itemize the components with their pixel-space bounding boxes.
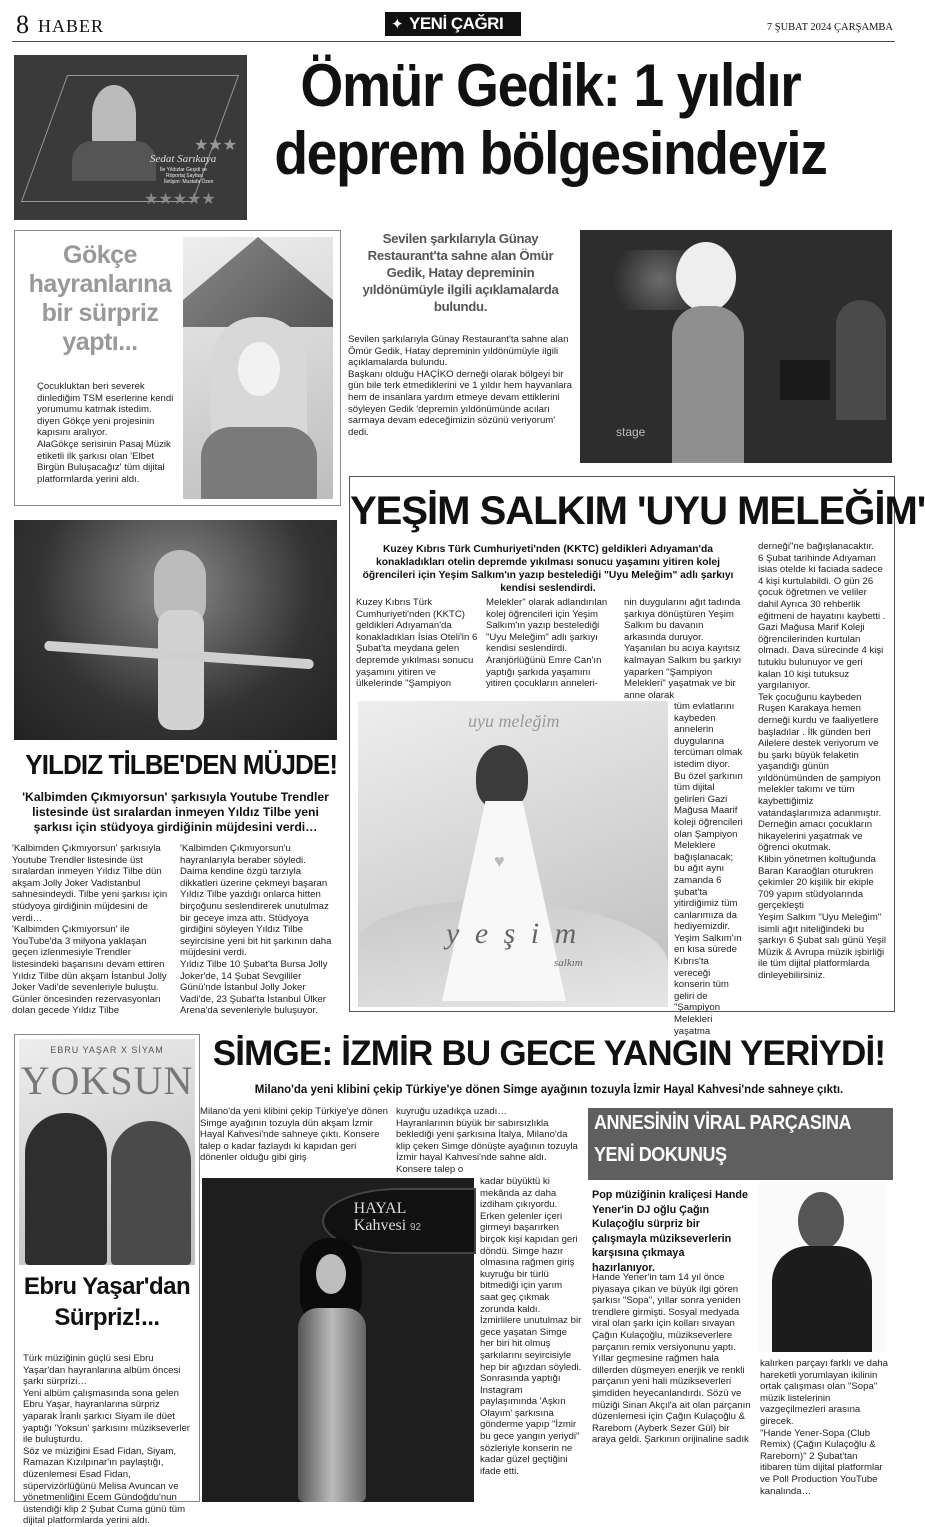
star-icon: ★★★★★ [144,191,216,208]
simge-col1: Milano'da yeni klibini çekip Türkiye'ye dönen Simge ayağının tozuyla dün akşam İzmir Hayal Kahvesi'nde sahneye çıktı. Konsere talep o kadar fazlaydı ki kapıdan geri dönenler olduğu gibi giriş [200,1106,389,1164]
ebru-album-artists: EBRU YAŞAR X SİYAM [50,1045,164,1055]
ebru-album-cover [19,1039,195,1265]
album-script-title: uyu meleğim [468,711,560,731]
yesim-title: YEŞİM SALKIM 'UYU MELEĞİM' [350,489,925,533]
yesim-col2: Melekler" olarak adlandırılan kolej öğrencileri için Yeşim Salkım'ın yazıp bestelediği "Uyu Meleğim" adlı şarkıyı kendisi seslendirdi. Aranjörlüğünü Emre Can'ın yaptığı şarkıda yaşamını yitiren çocukların anneleri- [486,597,608,690]
singer-head [476,745,528,809]
tilbe-col2: 'Kalbimden Çıkmıyorsun'u hayranlarıyla beraber söyledi. Daima kendine özgü tarzıyla dikkatleri üzerine çekmeyi başaran Yıldız Tilbe yazdığı onlarca hitten birçoğunu seslendirerek unutulmaz bir geceye imza attı. Stüdyoya girdiğini söyleyen Yıldız Tilbe seyircisine yeni bit hit şarkının daha müjdesini verdi. Yıldız Tilbe 10 Şubat'ta Bursa Jolly Joker'de, 14 Şubat Sevgililer Günü'nde İstanbul Jolly Joker Vadi'de, 23 Şubat'ta İstanbul Ülker Arena'da sevenleriyle buluşuyor. [180,843,332,1017]
omur-body: Sevilen şarkılarıyla Günay Restaurant'ta sahne alan Ömür Gedik, Hatay depreminin yıldönümüyle ilgili açıklamalarda bulundu. Başkanı olduğu HAÇİKO derneği olarak bölgeyi bir gün bile terk etmediklerini ve 1 yıldır hem hayvanlara hem de insanlara yardım etmeye devam ettiklerini söyleyen Gedik 'depremin yıldönümünde acıları sarmaya devam edeceğimizin sözünü veriyorum' dedi. [348,334,572,438]
photo-subject-face [238,342,280,396]
simge-lead: Milano'da yeni klibini çekip Türkiye'ye dönen Simge ayağının tozuyla İzmir Hayal Kahvesi'nde sahneye çıktı. [254,1084,844,1096]
hande-lead: Pop müziğinin kraliçesi Hande Yener'in DJ oğlu Çağın Kulaçoğlu sürpriz bir çalışmayla müzikseverlerin karşısına çıkmaya hazırlanıyor. [592,1189,748,1274]
main-headline-line1: Ömür Gedik: 1 yıldır [300,52,801,119]
gokce-article [14,230,341,506]
photo-bg-roof [183,237,333,327]
female-artist [111,1121,191,1265]
yesim-col4: derneği"ne bağışlanacaktır. 6 Şubat tarihinde Adıyaman isias otelde ki faciada sadece 4 kişi kurtulabildi. O gün 26 çocuk öğretmen ve veliler dahil Ayrıca 30 rehberlik eğitmeni de hayatını kaybetti . Gazi Mağusa Marif Koleji öğrencilerinden kurtulan olmadı. Dava sürecinde 4 kişi tutuklu bulunuyor ve geri kalan 10 kişi tutuksuz yargılanıyor. Tek çocuğunu kaybeden Ruşen Karakaya hemen derneği kurdu ve faaliyetlere başladılar . İlk günden beri Ailelere destek veriyorum ve bu şarkı büyük felaketin yaşandığı günün yıldönümünden de şampiyon melekler takımı ve tüm kaybettiğimiz vatandaşlarımıza adanmıştır. Derneğin amacı çocukların hikayelerini yaşatmak ve öğrenci okutmak. Klibin yönetmen koltuğunda Baran Karaoğlan oturukren çekimler 20 kişilik bir ekiple 709 yapım stüdyolarında gerçekleşti Yeşim Salkım "Uyu Meleğim" isimli ağıt niteliğindeki bu şarkıyı 6 Şubat salı günü Yeşil Müzik & Avrupa müzik işbirliği ile tüm dijital platformlarda dinleyebilirsiniz. [758,541,886,981]
hande-title-line1: ANNESİNİN VİRAL PARÇASINA [594,1112,852,1134]
banner-portrait [92,85,136,145]
gokce-title: Gökçe hayranlarına bir sürpriz yaptı... [28,241,172,356]
newspaper-logo [385,12,521,36]
hande-title-box [588,1108,893,1180]
album-artist-name: y e ş i m [446,917,581,950]
stage-sign: stage [616,425,646,439]
simge-col2a: kuyruğu uzadıkça uzadı… Hayranlarının büyük bir sabırsızlıkla beklediği yeni şarkısına İtalya, Milano'da klip çeken Simge dönüşte ayağının tozuyla İzmir hayal Kahvesi'nde sahne aldı. Konsere talep o [396,1106,578,1175]
omur-photo [580,230,892,463]
omur-article [344,230,576,470]
main-headline-line2: deprem bölgesindeyiz [274,120,827,187]
banner-line3: İletişim: Mustafa Özen [164,179,214,185]
banner-line1: İle Yıldızlar Geçidi ve [160,167,207,173]
dj-head [798,1192,844,1250]
yesim-col3b: tüm evlatlarını kaybeden annelerin duygularına tercüman olmak istedim diyor. Bu özel şarkının tüm dijital gelirleri Gazi Mağusa Maarif koleji öğrencileri olan Şampiyon Meleklere bağışlanacak; bu ağıt aynı zamanda 6 şubat'ta yitirdiğimiz tüm canlarımıza da hediyemizdir. Yeşim Salkım'ın en kısa sürede Kıbrıs'ta vereceği konserin tüm geliri de "Şampiyon Melekleri yaşatma [674,701,743,1037]
banner-name: Sedat Sarıkaya [150,153,217,165]
musician [836,300,886,420]
heart-icon: ♥ [494,851,505,871]
photo-subject-body [201,427,317,499]
simge-title: SİMGE: İZMİR BU GECE YANGIN YERİYDİ! [212,1034,886,1073]
issue-date: 7 ŞUBAT 2024 ÇARŞAMBA [766,22,893,33]
tilbe-col1: 'Kalbimden Çıkmıyorsun' şarkısıyla Youtube Trendler listesinde üst sıralardan inmeyen Yıldız Tilbe dün akşam Jolly Joker Vadistanbul sahnesindeydi. Tilbe yeni şarkısı için stüdyoya girdiğinin müjdesini de verdi… 'Kalbimden Çıkmıyorsun' ile YouTube'da 3 milyona yaklaşan geçen izlenmesiyle Trendler listesindeki başarısını devam ettiren Yıldız Tilbe dün akşam İstanbul Jolly Joker Vadi'de sevenleriyle buluştu. Günler öncesinden rezervasyonları dolan gecede Yıldız Tilbe [12,843,168,1017]
yesim-col3: nin duygularını ağıt tadında şarkıya dönüştüren Yeşim Salkım bu davanın arkasında duruyor. Yaşanılan bu acıya kayıtsız kalmayan Salkım bu şarkıyı yaparken "Şampiyon Melekleri" yaşatmak ve bir anne olarak [624,597,742,701]
section-label: HABER [38,16,105,36]
hande-title-line2: YENİ DOKUNUŞ [594,1144,727,1166]
hande-body-continued: kalırken parçayı farklı ve daha hareketli yorumlayan ikilinin ortak çalışması olan "Sopa" müzik listelerinin vazgeçilmezleri arasına girecek. "Hande Yener-Sopa (Club Remix) (Çağın Kulaçoğlu & Rareborn)" 2 Şubat'tan itibaren tüm dijital platformlar ve Poll Production YouTube kanalında… [760,1358,888,1497]
ebru-body: Türk müziğinin güçlü sesi Ebru Yaşar'dan hayranlarına albüm öncesi şarkı sürprizi… Yeni albüm çalışmasında sona gelen Ebru Yaşar, hayranlarına sürpriz yaparak İranlı şarkıcı Siyam ile düet yaptığı 'Yoksun' şarkısını müzikseverler ile buluşturdu. Söz ve müziğini Esad Fidan, Siyam, Ramazan Kızılpınar'ın paylaştığı, düzenlemesi Esad Fidan, süpervizörlüğünü Melisa Avuncan ve yönetmenliğini Ecem Gündoğdu'nun üstendiği klip 2 Şubat Cuma günü tüm dijital platformlarda yerini aldı. [23,1353,191,1527]
tilbe-title: YILDIZ TİLBE'DEN MÜJDE! [25,749,338,780]
omur-lead: Sevilen şarkılarıyla Günay Restaurant'ta sahne alan Ömür Gedik, Hatay depreminin yıldönümüyle ilgili açıklamalarda bulundu. [362,231,559,314]
interview-banner [14,55,247,220]
dj-shirt [772,1246,872,1352]
masthead [12,8,895,42]
main-headline [256,52,845,188]
simge-col2b: kadar büyüktü ki mekânda az daha izdiham çıkıyordu. Erken gelenler içeri girmeyi başarırken birçok kişi kapıdan geri döndü. Simge hazır olmasına rağmen giriş kuyruğu bir türlü bitmediği için yarım saat geç çıkmak zorunda kaldı. İzmirlilere unutulmaz bir gece yaşatan Simge her biri hit olmuş şarkılarını seyircisiyle hep bir ağızdan söyledi. Sonrasında yaptığı Instagram paylaşımında 'Aşkın Olayım' şarkısına gönderme yapıp "İzmir bu gece yangın yeriydi" sözleriyle konserin ne kadar güzel geçtiğini ifade etti. [480,1176,582,1477]
singer-body [158,610,204,730]
venue-sign: HAYAL Kahvesi [353,1200,407,1234]
logo-emblem-icon: ✦ [391,16,404,33]
ebru-article [14,1034,200,1527]
banner-line2: Röportaj Sayfası [166,173,203,179]
singer-dress [298,1308,366,1502]
yesim-article [349,476,925,1037]
yesim-col1: Kuzey Kıbrıs Türk Cumhuriyeti'nden (KKTC) geldikleri Adıyaman'da konakladıkları İsias Oteli'in 6 Şubat'ta meydana gelen depremde yıkılması sonucu yaşamını yitiren ve ülkelerinde "Şampiyon [356,597,478,690]
banner-body [72,141,156,181]
music-stand [780,360,830,400]
page-number: 8 [16,10,29,39]
tilbe-lead: 'Kalbimden Çıkmıyorsun' şarkısıyla Youtube Trendler listesinde üst sıralardan inmeyen Yıldız Tilbe yeni şarkısı için stüdyoya girdiğinin müjdesini verdi… [22,790,329,834]
star-icon: ★★★ [194,137,238,154]
gokce-body: Çocukluktan beri severek dinlediğim TSM eserlerine kendi yorumumu katmak istedim. diyen Gökçe yeni projesinin kapısını aralıyor. AlaGökçe serisinin Pasaj Müzik etiketli ilk şarkısı olan 'Elbet Birgün Buluşacağız' tüm dijital platformlarda yerini aldı. [37,381,174,485]
hande-photo [758,1182,886,1352]
masthead-rule [12,41,895,42]
hande-article [588,1108,893,1502]
album-artist-surname: salkım [554,957,583,969]
yesim-album-cover [358,701,668,1007]
venue-number: 92 [410,1222,422,1233]
hande-body: Hande Yener'in tam 14 yıl önce piyasaya çıkan ve büyük ilgi gören şarkısı "Sopa", yıllar sonra yeniden trendlere girmişti. Sosyal medyada viral olan şarkı için kolları sıvayan Çağın Kulaçoğlu, müzikseverlere parçanın remix versiyonunu yaptı. Yıllar geçmesine rağmen hala dillerden düşmeyen enerjik ve renkli parçanın yeni hali müzikseverleri şimdiden heyecanlandırdı. Sözü ve müziği Sinan Akçıl'a ait olan parçanın düzenlemesi için Çağın Kulaçoğlu & Rareborn (Ayberk Sezer Gül) bir araya geldi. Şarkının orijinaline sadık [592,1272,751,1446]
male-artist [25,1113,107,1265]
singer-hair [676,242,736,312]
singer-face [316,1254,346,1294]
ebru-album-title: YOKSUN [20,1058,194,1103]
gokce-photo [183,237,333,499]
ebru-title: Ebru Yaşar'dan Sürpriz!... [23,1273,191,1331]
yesim-lead: Kuzey Kıbrıs Türk Cumhuriyeti'nden (KKTC) geldikleri Adıyaman'da konakladıkları otelin depremde yıkılması sonucu yaşamını yitiren kolej öğrencileri için Yeşim Salkım'ın yazıp bestelediği "Uyu Meleğim" adlı şarkıyı kendisi seslendirdi. [362,544,734,594]
simge-photo [202,1178,474,1502]
tilbe-photo [14,520,337,740]
logo-text: YENİ ÇAĞRI [409,14,504,33]
singer-dress [672,306,744,463]
